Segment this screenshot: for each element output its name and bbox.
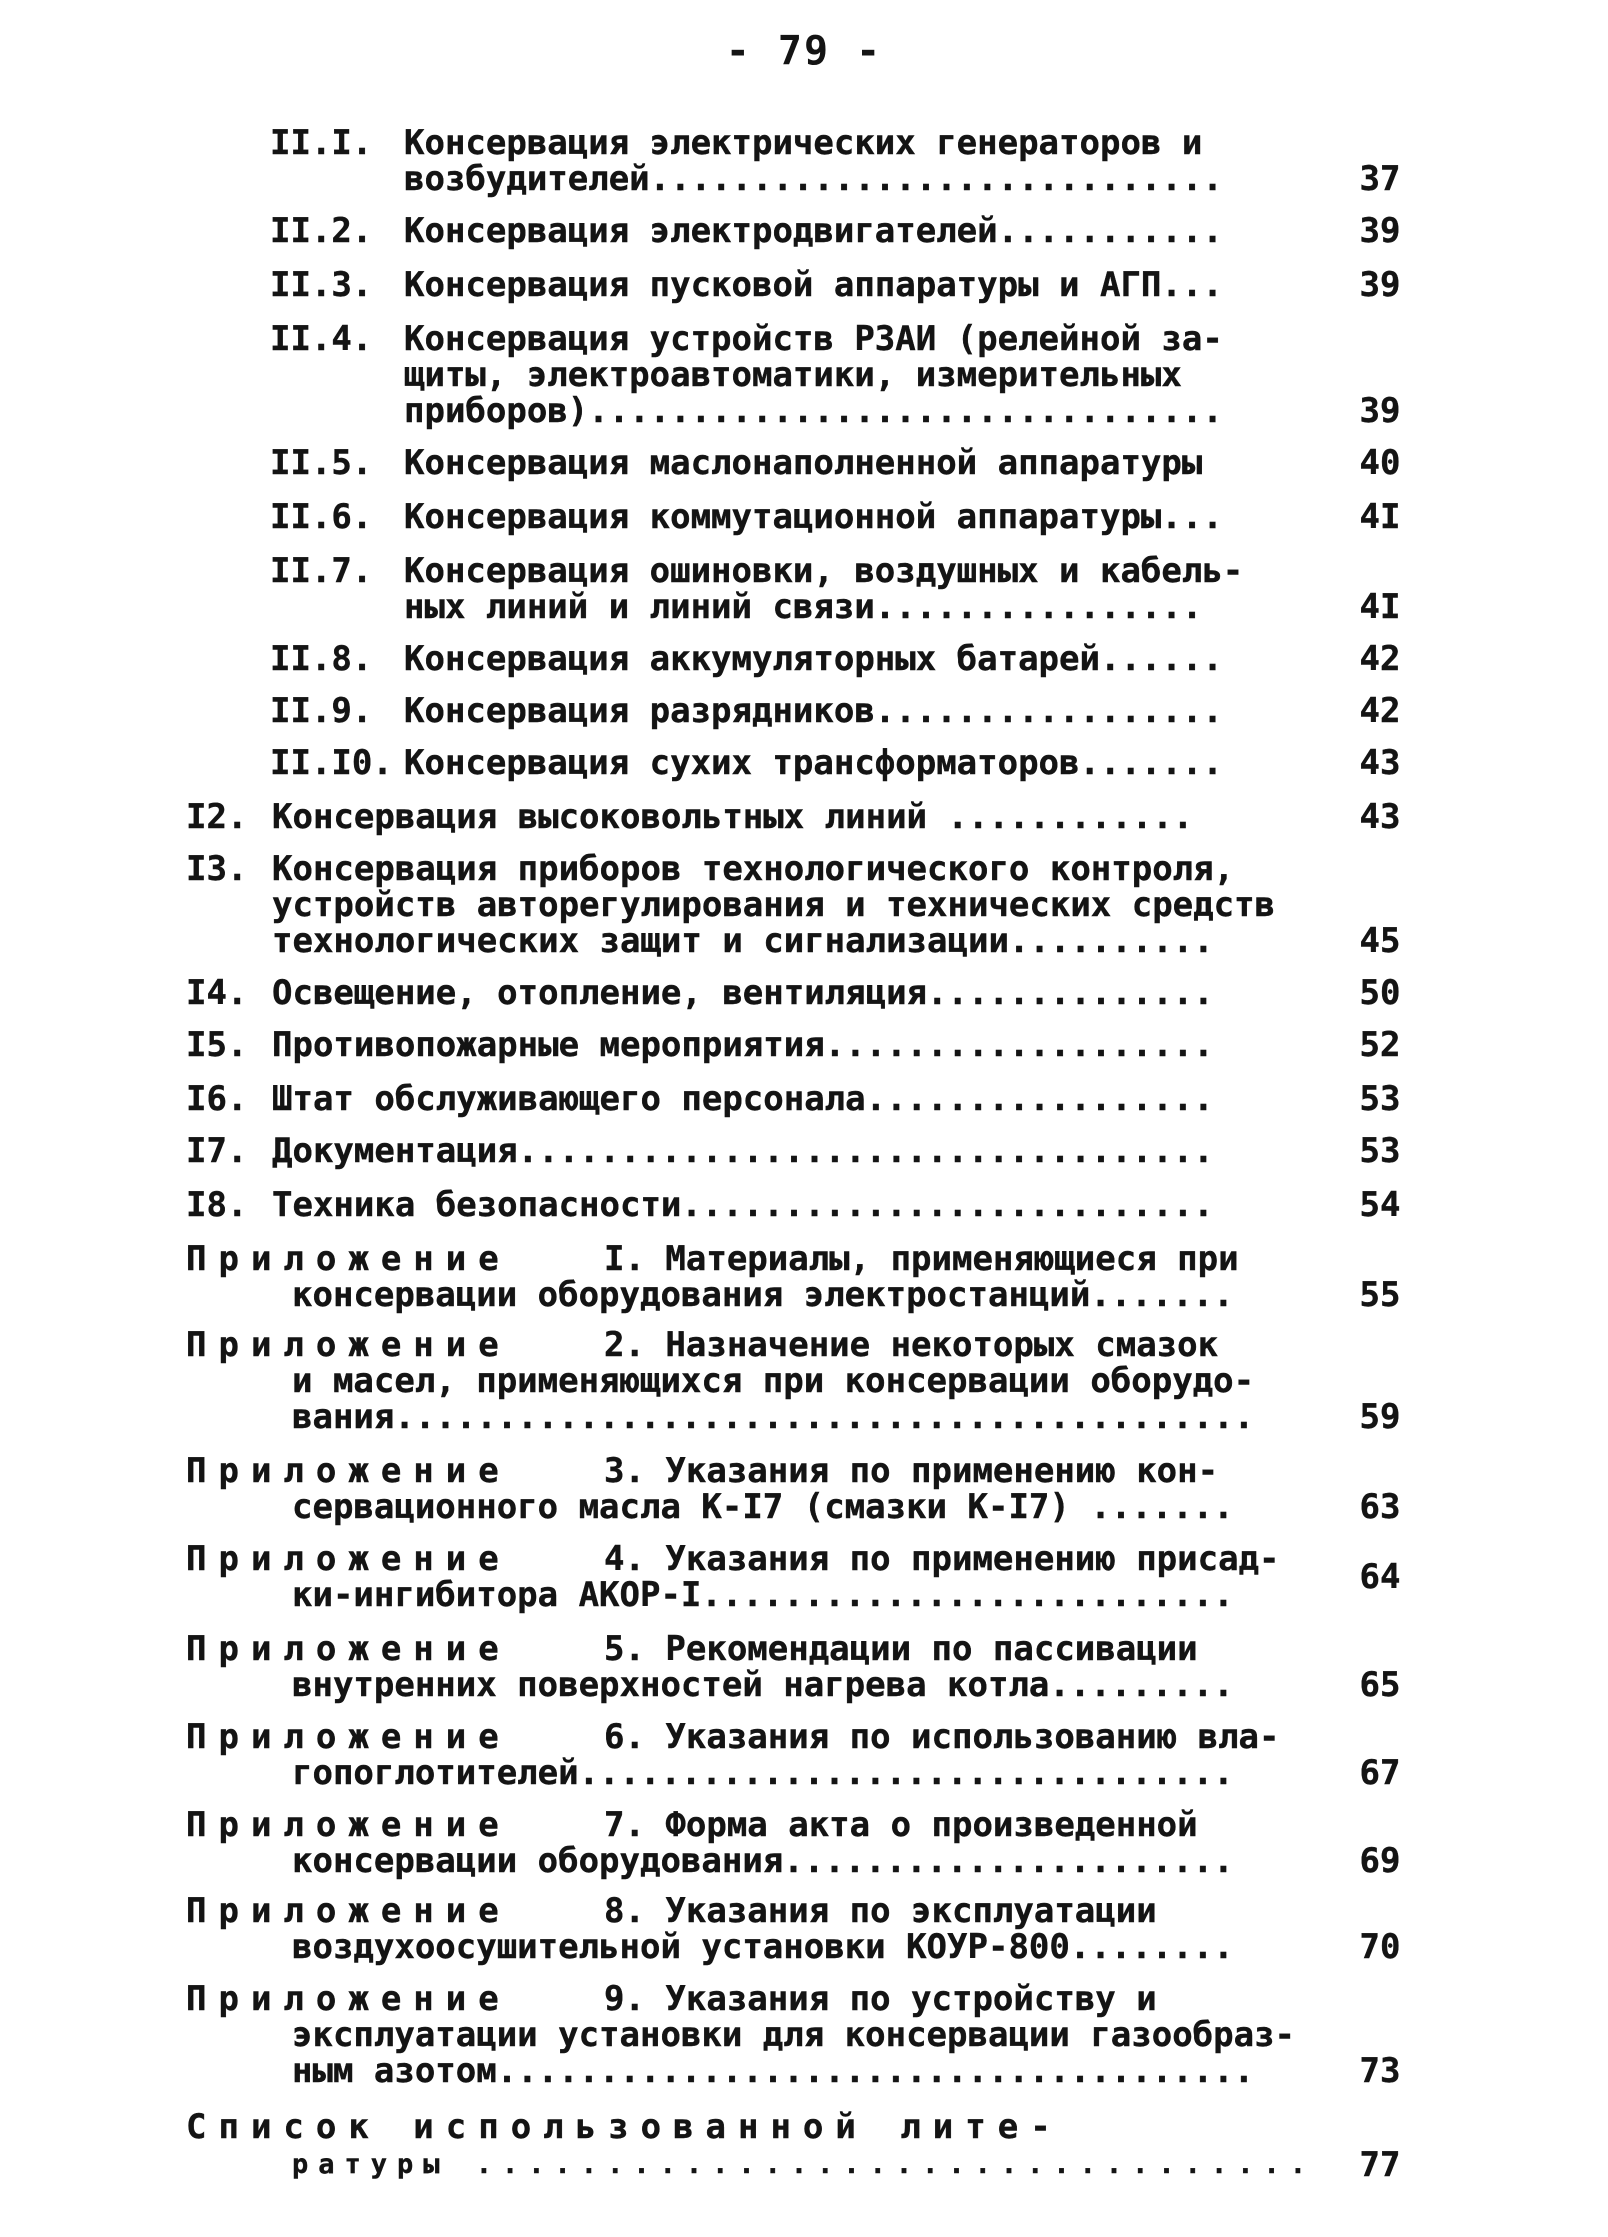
bibliography-label: Список использованной лите- — [186, 2107, 1063, 2147]
entry-title-line: Консервация разрядников................. — [404, 691, 1223, 731]
appendix-label: Приложение — [186, 1979, 511, 2019]
entry-title-line: 5. Рекомендации по пассивации — [604, 1629, 1198, 1669]
entry-page-number: 40 — [1359, 443, 1401, 483]
entry-page-number: 37 — [1359, 159, 1401, 199]
entry-page-number: 53 — [1359, 1131, 1401, 1171]
appendix-label: Приложение — [186, 1325, 511, 1365]
entry-title-line: технологических защит и сигнализации.......... — [272, 921, 1214, 961]
entry-title-line: 3. Указания по применению кон- — [604, 1451, 1219, 1491]
entry-page-number: 39 — [1359, 211, 1401, 251]
entry-number: I7. — [186, 1131, 248, 1171]
entry-title-line: Документация.................................. — [272, 1131, 1214, 1171]
entry-page-number: 53 — [1359, 1079, 1401, 1119]
entry-title-line: сервационного масла К-I7 (смазки К-I7) ....... — [292, 1487, 1234, 1527]
entry-title-line: консервации оборудования...................... — [292, 1841, 1234, 1881]
appendix-label: Приложение — [186, 1539, 511, 1579]
entry-page-number: 54 — [1359, 1185, 1401, 1225]
entry-title-line: 9. Указания по устройству и — [604, 1979, 1157, 2019]
entry-number: II.6. — [270, 497, 373, 537]
entry-page-number: 42 — [1359, 639, 1401, 679]
entry-title-line: Освещение, отопление, вентиляция.............. — [272, 973, 1214, 1013]
entry-number: I8. — [186, 1185, 248, 1225]
entry-page-number: 73 — [1359, 2051, 1401, 2091]
entry-number: II.8. — [270, 639, 373, 679]
entry-title-line: приборов)............................... — [404, 391, 1223, 431]
entry-title-line: Противопожарные мероприятия................... — [272, 1025, 1214, 1065]
entry-title-line: 6. Указания по использованию вла- — [604, 1717, 1280, 1757]
entry-page-number: 39 — [1359, 391, 1401, 431]
entry-number: I3. — [186, 849, 248, 889]
entry-page-number: 77 — [1359, 2145, 1401, 2185]
entry-title-line: Консервация приборов технологического контроля, — [272, 849, 1235, 889]
page-number: - 79 - — [725, 28, 883, 74]
entry-page-number: 70 — [1359, 1927, 1401, 1967]
entry-number: I6. — [186, 1079, 248, 1119]
entry-title-line: возбудителей............................ — [404, 159, 1223, 199]
entry-title-line: Консервация маслонаполненной аппаратуры — [404, 443, 1203, 483]
entry-number: II.4. — [270, 319, 373, 359]
entry-title-line: внутренних поверхностей нагрева котла......... — [292, 1665, 1234, 1705]
entry-number: II.9. — [270, 691, 373, 731]
appendix-label: Приложение — [186, 1239, 511, 1279]
entry-title-line: 7. Форма акта о произведенной — [604, 1805, 1198, 1845]
entry-page-number: 52 — [1359, 1025, 1401, 1065]
entry-title-line: Консервация аккумуляторных батарей...... — [404, 639, 1223, 679]
entry-title-line: гопоглотителей................................ — [292, 1753, 1234, 1793]
entry-page-number: 59 — [1359, 1397, 1401, 1437]
entry-page-number: 42 — [1359, 691, 1401, 731]
entry-title-line: устройств авторегулирования и технических средств — [272, 885, 1276, 925]
entry-number: II.7. — [270, 551, 373, 591]
entry-title-line: Консервация высоковольтных линий ............ — [272, 797, 1194, 837]
entry-title-line: ратуры ................................ — [292, 2149, 1316, 2180]
entry-page-number: 43 — [1359, 743, 1401, 783]
entry-title-line: ных линий и линий связи................ — [404, 587, 1203, 627]
entry-title-line: щиты, электроавтоматики, измерительных — [404, 355, 1182, 395]
appendix-label: Приложение — [186, 1891, 511, 1931]
entry-title-line: Консервация электродвигателей........... — [404, 211, 1223, 251]
entry-page-number: 45 — [1359, 921, 1401, 961]
entry-title-line: эксплуатации установки для консервации газообраз- — [292, 2015, 1296, 2055]
entry-title-line: Консервация коммутационной аппаратуры... — [404, 497, 1223, 537]
entry-title-line: Консервация электрических генераторов и — [404, 123, 1203, 163]
entry-page-number: 64 — [1359, 1557, 1401, 1597]
entry-page-number: 65 — [1359, 1665, 1401, 1705]
appendix-label: Приложение — [186, 1717, 511, 1757]
entry-number: I5. — [186, 1025, 248, 1065]
entry-number: II.2. — [270, 211, 373, 251]
entry-title-line: Консервация устройств РЗАИ (релейной за- — [404, 319, 1223, 359]
entry-page-number: 50 — [1359, 973, 1401, 1013]
entry-number: II.3. — [270, 265, 373, 305]
entry-number: I4. — [186, 973, 248, 1013]
appendix-label: Приложение — [186, 1805, 511, 1845]
entry-title-line: и масел, применяющихся при консервации оборудо- — [292, 1361, 1255, 1401]
entry-title-line: I. Материалы, применяющиеся при — [604, 1239, 1239, 1279]
entry-number: II.I0. — [270, 743, 393, 783]
appendix-label: Приложение — [186, 1451, 511, 1491]
entry-title-line: Консервация ошиновки, воздушных и кабель- — [404, 551, 1244, 591]
entry-title-line: Техника безопасности.......................... — [272, 1185, 1214, 1225]
entry-title-line: консервации оборудования электростанций....... — [292, 1275, 1234, 1315]
entry-title-line: воздухоосушительной установки КОУР-800........ — [292, 1927, 1234, 1967]
entry-number: II.I. — [270, 123, 373, 163]
entry-title-line: Консервация сухих трансформаторов....... — [404, 743, 1223, 783]
entry-title-line: 4. Указания по применению присад- — [604, 1539, 1280, 1579]
entry-page-number: 4I — [1359, 587, 1401, 627]
entry-page-number: 39 — [1359, 265, 1401, 305]
entry-title-line: ным азотом..................................... — [292, 2051, 1255, 2091]
entry-page-number: 55 — [1359, 1275, 1401, 1315]
entry-title-line: 8. Указания по эксплуатации — [604, 1891, 1157, 1931]
entry-page-number: 63 — [1359, 1487, 1401, 1527]
appendix-label: Приложение — [186, 1629, 511, 1669]
entry-page-number: 69 — [1359, 1841, 1401, 1881]
entry-title-line: вания.......................................... — [292, 1397, 1255, 1437]
entry-number: I2. — [186, 797, 248, 837]
entry-title-line: 2. Назначение некоторых смазок — [604, 1325, 1219, 1365]
entry-title-line: ки-ингибитора АКОР-I.......................... — [292, 1575, 1234, 1615]
entry-number: II.5. — [270, 443, 373, 483]
entry-title-line: Штат обслуживающего персонала................. — [272, 1079, 1214, 1119]
entry-page-number: 67 — [1359, 1753, 1401, 1793]
entry-title-line: Консервация пусковой аппаратуры и АГП... — [404, 265, 1223, 305]
entry-page-number: 43 — [1359, 797, 1401, 837]
entry-page-number: 4I — [1359, 497, 1401, 537]
